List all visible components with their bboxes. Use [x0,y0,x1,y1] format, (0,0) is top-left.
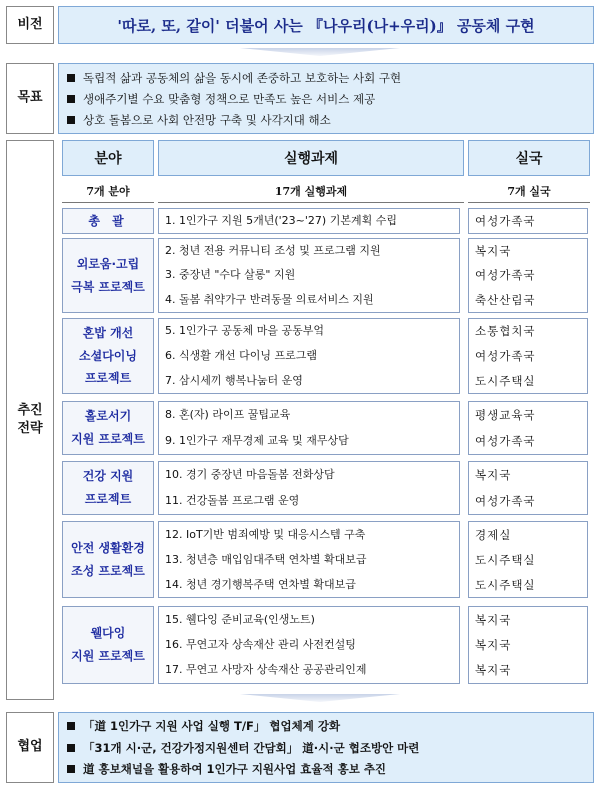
subheader-divider [62,202,154,203]
dept-item: 평생교육국 [475,408,536,422]
task-item: 14. 청년 경기행복주택 연차별 확대보급 [165,577,356,591]
header-depts: 실국 [468,140,590,176]
dept-item: 복지국 [475,637,512,652]
category-cell: 안전 생활환경 조성 프로젝트 [62,521,154,598]
dept-item: 여성가족국 [475,268,536,283]
dept-item: 복지국 [475,244,512,259]
task-item: 6. 식생활 개선 다이닝 프로그램 [165,348,317,362]
subheader-depts: 7개 실국 [507,185,551,198]
task-cell [158,238,460,313]
dept-item: 복지국 [475,663,512,678]
subheader-tasks: 17개 실행과제 [274,185,348,198]
strategy-group [58,521,594,598]
header-field: 분야 [62,140,154,176]
header-tasks: 실행과제 [158,140,464,176]
task-item: 8. 혼(자) 라이프 꿀팁교육 [165,408,291,421]
dept-cell [468,318,588,394]
square-bullet-icon [67,765,75,773]
dept-cell [468,606,588,684]
down-arrow-1 [240,48,400,56]
dept-item: 여성가족국 [475,214,536,228]
task-item: 3. 중장년 "수다 살롱" 지원 [165,268,296,282]
dept-item: 여성가족국 [475,348,536,363]
task-item: 15. 웰다잉 준비교육(인생노트) [165,612,315,626]
square-bullet-icon [67,722,75,730]
task-item: 12. IoT기반 범죄예방 및 대응시스템 구축 [165,527,366,541]
subheader-divider [468,202,590,203]
strategy-group [58,606,594,684]
dept-item: 소통협치국 [475,324,536,339]
dept-item: 복지국 [475,612,512,627]
cooperation-item: 「道 1인가구 지원 사업 실행 T/F」 협업체계 강화 [67,716,585,738]
goals-label: 목표 [6,63,54,134]
square-bullet-icon [67,95,75,103]
task-item: 1. 1인가구 지원 5개년('23~'27) 기본계획 수립 [165,214,397,227]
category-cell: 홀로서기 지원 프로젝트 [62,401,154,455]
goals-box [58,63,594,134]
dept-cell [468,208,588,234]
task-item: 4. 돌봄 취약가구 반려동물 의료서비스 지원 [165,292,374,306]
dept-item: 복지국 [475,468,512,482]
goal-item: 독립적 삶과 공동체의 삶을 동시에 존중하고 보호하는 사회 구현 [67,68,585,89]
task-cell [158,208,460,234]
task-item: 17. 무연고 사망자 상속재산 공공관리인제 [165,663,367,677]
task-item: 11. 건강돌봄 프로그램 운영 [165,494,300,507]
task-item: 5. 1인가구 공동체 마을 공동부엌 [165,324,324,338]
cooperation-box [58,712,594,783]
subheader-divider [158,202,464,203]
strategy-group [58,318,594,394]
dept-item: 경제실 [475,527,512,542]
dept-cell [468,521,588,598]
task-cell [158,521,460,598]
square-bullet-icon [67,744,75,752]
dept-item: 도시주택실 [475,577,536,592]
cooperation-item: 道 홍보채널을 활용하여 1인가구 지원사업 효율적 홍보 추진 [67,759,585,781]
strategy-group [58,208,594,234]
task-cell [158,461,460,515]
vision-statement: '따로, 또, 같이' 더불어 사는 『나우리(나+우리)』 공동체 구현 [58,6,594,44]
task-cell [158,606,460,684]
dept-item: 여성가족국 [475,434,536,448]
square-bullet-icon [67,116,75,124]
task-cell [158,401,460,455]
dept-item: 도시주택실 [475,373,536,388]
subheader-field: 7개 분야 [86,185,130,198]
dept-item: 축산산림국 [475,292,536,307]
strategy-label: 추진 전략 [6,140,54,700]
task-item: 13. 청년층 매입임대주택 연차별 확대보급 [165,552,367,566]
cooperation-label: 협업 [6,712,54,783]
dept-cell [468,238,588,313]
strategy-group [58,461,594,515]
task-item: 2. 청년 전용 커뮤니티 조성 및 프로그램 지원 [165,244,381,258]
strategy-group [58,238,594,313]
square-bullet-icon [67,74,75,82]
task-item: 10. 경기 중장년 마음돌봄 전화상담 [165,468,335,481]
category-cell: 혼밥 개선 소셜다이닝 프로젝트 [62,318,154,394]
vision-label: 비전 [6,6,54,44]
category-cell: 웰다잉 지원 프로젝트 [62,606,154,684]
goal-item: 상호 돌봄으로 사회 안전망 구축 및 사각지대 해소 [67,110,585,131]
dept-cell [468,401,588,455]
dept-item: 도시주택실 [475,552,536,567]
task-item: 7. 삼시세끼 행복나눔터 운영 [165,373,303,387]
cooperation-item: 「31개 시·군, 건강가정지원센터 간담회」 道·시·군 협조방안 마련 [67,738,585,760]
down-arrow-2 [240,694,400,702]
category-cell: 건강 지원 프로젝트 [62,461,154,515]
category-cell: 외로움·고립 극복 프로젝트 [62,238,154,313]
dept-cell [468,461,588,515]
task-item: 9. 1인가구 재무경제 교육 및 재무상담 [165,434,349,447]
category-cell: 총 괄 [62,208,154,234]
goal-item: 생애주기별 수요 맞춤형 정책으로 만족도 높은 서비스 제공 [67,89,585,110]
strategy-group [58,401,594,455]
dept-item: 여성가족국 [475,494,536,508]
task-item: 16. 무연고자 상속재산 관리 사전컨설팅 [165,637,356,651]
task-cell [158,318,460,394]
